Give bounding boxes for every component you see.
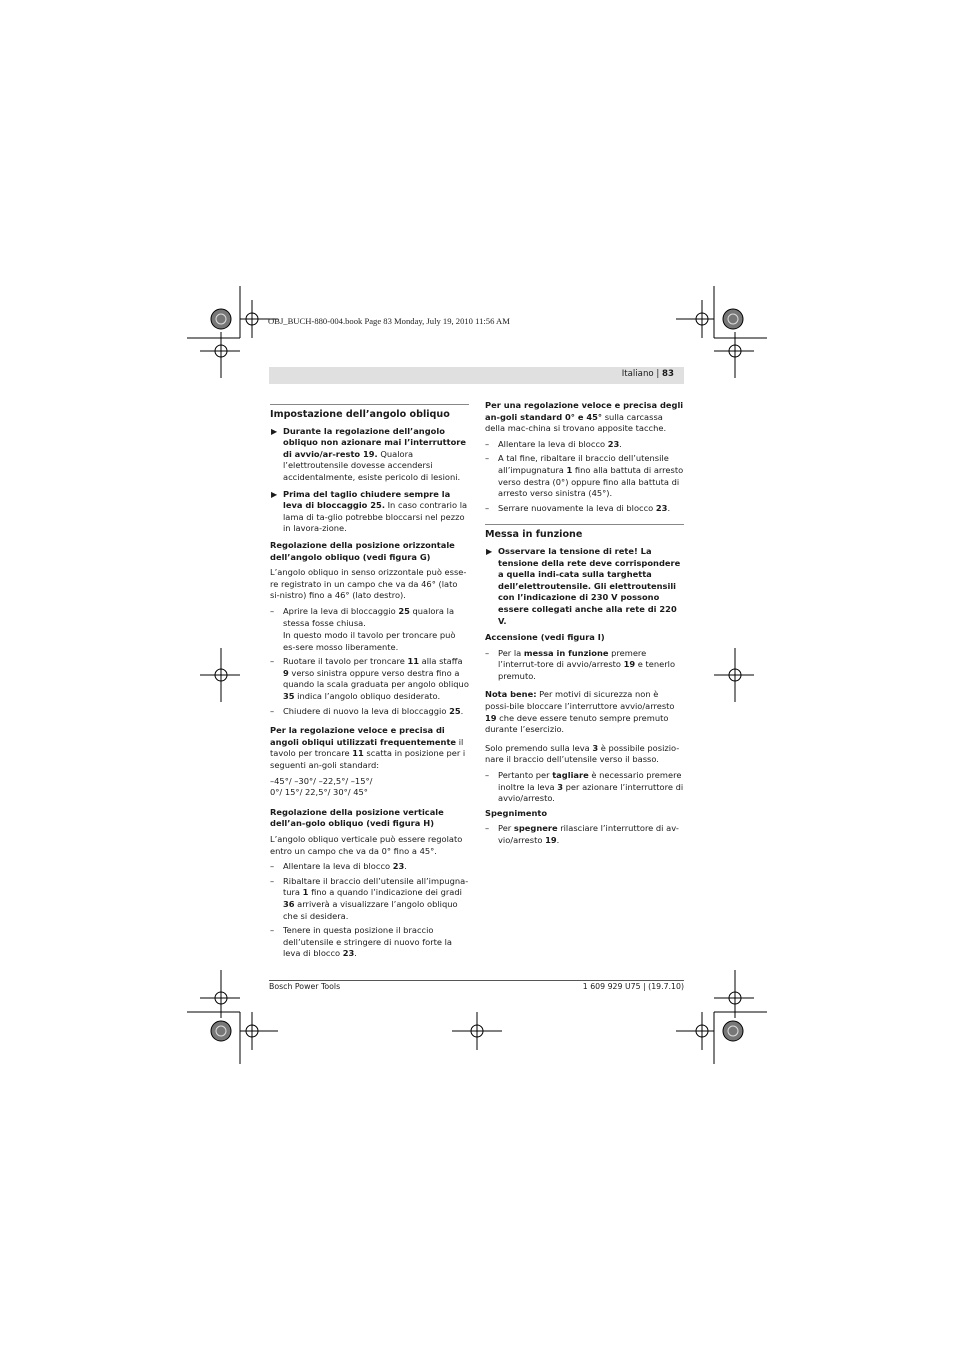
paragraph: L’angolo obliquo in senso orizzontale può esse-re registrato in un campo che va da 46° (lato si-nistro) fino a 46° (lato destro). [270, 567, 467, 601]
warning-text: In caso contrario la lama di ta-glio potrebbe bloccarsi nel pezzo in lavora-zione. [283, 500, 468, 534]
warning-arrow-icon: ▶ [271, 426, 278, 436]
header-text [622, 369, 674, 379]
warning-bold: Prima del taglio chiudere sempre la leva di bloccaggio 25. [283, 488, 451, 511]
subheading-accensione: Accensione (vedi figura I) [485, 632, 605, 643]
paragraph: Per la regolazione veloce e precisa di angoli obliqui utilizzati frequentemente il tavolo per troncare 11 scatta in posizione per i seguenti an-goli standard: [270, 725, 466, 771]
list-item: – Ribaltare il braccio dell’utensile all’impugna-tura 1 fino a quando l’indicazione dei gradi 36 arriverà a visualizzare l’angolo obliquo che si desidera. [270, 875, 469, 921]
list-item: – Aprire la leva di bloccaggio 25 qualora la stessa fosse chiusa. In questo modo il tavolo per troncare può es-sere mosso liberamente. [270, 606, 469, 653]
list-item: – Serrare nuovamente la leva di blocco 23. [485, 502, 671, 513]
header-separator: | [656, 369, 660, 379]
warning-arrow-icon: ▶ [271, 489, 278, 499]
section-heading-angolo-obliquo: Impostazione dell’angolo obliquo [270, 404, 469, 421]
paragraph: Per una regolazione veloce e precisa degli an-goli standard 0° e 45° sulla carcassa della mac-china si trovano apposite tacche. [485, 400, 684, 434]
list-item: – Tenere in questa posizione il braccio dell’utensile e stringere di nuovo forte la leva di blocco 23. [270, 925, 453, 959]
paragraph: L’angolo obliquo verticale può essere regolato entro un campo che va da 0° fino a 45°. [270, 834, 463, 856]
list-item: – Allentare la leva di blocco 23. [485, 438, 622, 449]
subheading-orizzontale: Regolazione della posizione orizzontale dell’angolo obliquo (vedi figura G) [270, 539, 455, 562]
subheading-verticale: Regolazione della posizione verticale dell’an-golo obliquo (vedi figura H) [270, 806, 444, 829]
section-heading-messa-in-funzione: Messa in funzione [485, 524, 684, 541]
print-info: OBJ_BUCH-880-004.book Page 83 Monday, July 19, 2010 11:56 AM [268, 316, 510, 326]
list-item: – Per spegnere rilasciare l’interruttore di av-vio/arresto 19. [485, 823, 679, 845]
page-header [269, 367, 684, 384]
warning-item: ▶ Osservare la tensione di rete! La tensione della rete deve corrispondere a quella indi-cata sulla targhetta dell’elettroutensile. Gli elettroutensili con l’indicazione di 230 V possono essere collegati anche alla rete di 220 V. [486, 545, 681, 626]
warning-arrow-icon: ▶ [486, 546, 493, 556]
paragraph-note: Nota bene: Per motivi di sicurezza non è possi-bile bloccare l’interruttore avvio/arresto 19 che deve essere tenuto sempre premuto durante l’esercizio. [485, 689, 675, 735]
left-column [270, 404, 469, 963]
header-language: Italiano [621, 369, 654, 379]
warning-bold: Durante la regolazione dell’angolo obliquo non azionare mai l’interruttore di avvio/ar-resto 19. [283, 425, 467, 459]
list-item: – Pertanto per tagliare è necessario premere inoltre la leva 3 per azionare l’interruttore di avvio/arresto. [485, 770, 684, 804]
list-item: – Ruotare il tavolo per troncare 11 alla staffa 9 verso sinistra oppure verso destra fino a quando la scala graduata per angolo obliquo 35 indica l’angolo obliquo desiderato. [270, 656, 469, 702]
angles-list: –45°/ –30°/ –22,5°/ –15°/ 0°/ 15°/ 22,5°/ 30°/ 45° [270, 775, 373, 798]
list-item: – A tal fine, ribaltare il braccio dell’utensile all’impugnatura 1 fino alla battuta di arresto verso destra (0°) oppure fino alla battuta di arresto verso sinistra (45°). [485, 453, 684, 499]
footer-doc-number: 1 609 929 U75 | (19.7.10) [582, 982, 684, 991]
list-item-note: In questo modo il tavolo per troncare può es-sere mosso liberamente. [283, 630, 456, 652]
warning-item [270, 426, 469, 484]
warning-text: Qualora l’elettroutensile dovesse accendersi accidentalmente, esiste pericolo di lesioni. [283, 448, 461, 482]
page-number: 83 [662, 369, 674, 379]
right-column [485, 400, 684, 850]
footer-brand: Bosch Power Tools [269, 982, 341, 991]
list-item: – Per la messa in funzione premere l’interrut-tore di avvio/arresto 19 e tenerlo premuto. [485, 647, 676, 681]
list-item: – Chiudere di nuovo la leva di bloccaggio 25. [270, 705, 464, 716]
warning-item [270, 489, 469, 535]
footer-divider [269, 980, 684, 981]
list-item: – Allentare la leva di blocco 23. [270, 861, 407, 872]
subheading-spegnimento: Spegnimento [485, 807, 548, 818]
paragraph: Solo premendo sulla leva 3 è possibile posizio-nare il braccio dell’utensile verso il basso. [485, 742, 680, 765]
